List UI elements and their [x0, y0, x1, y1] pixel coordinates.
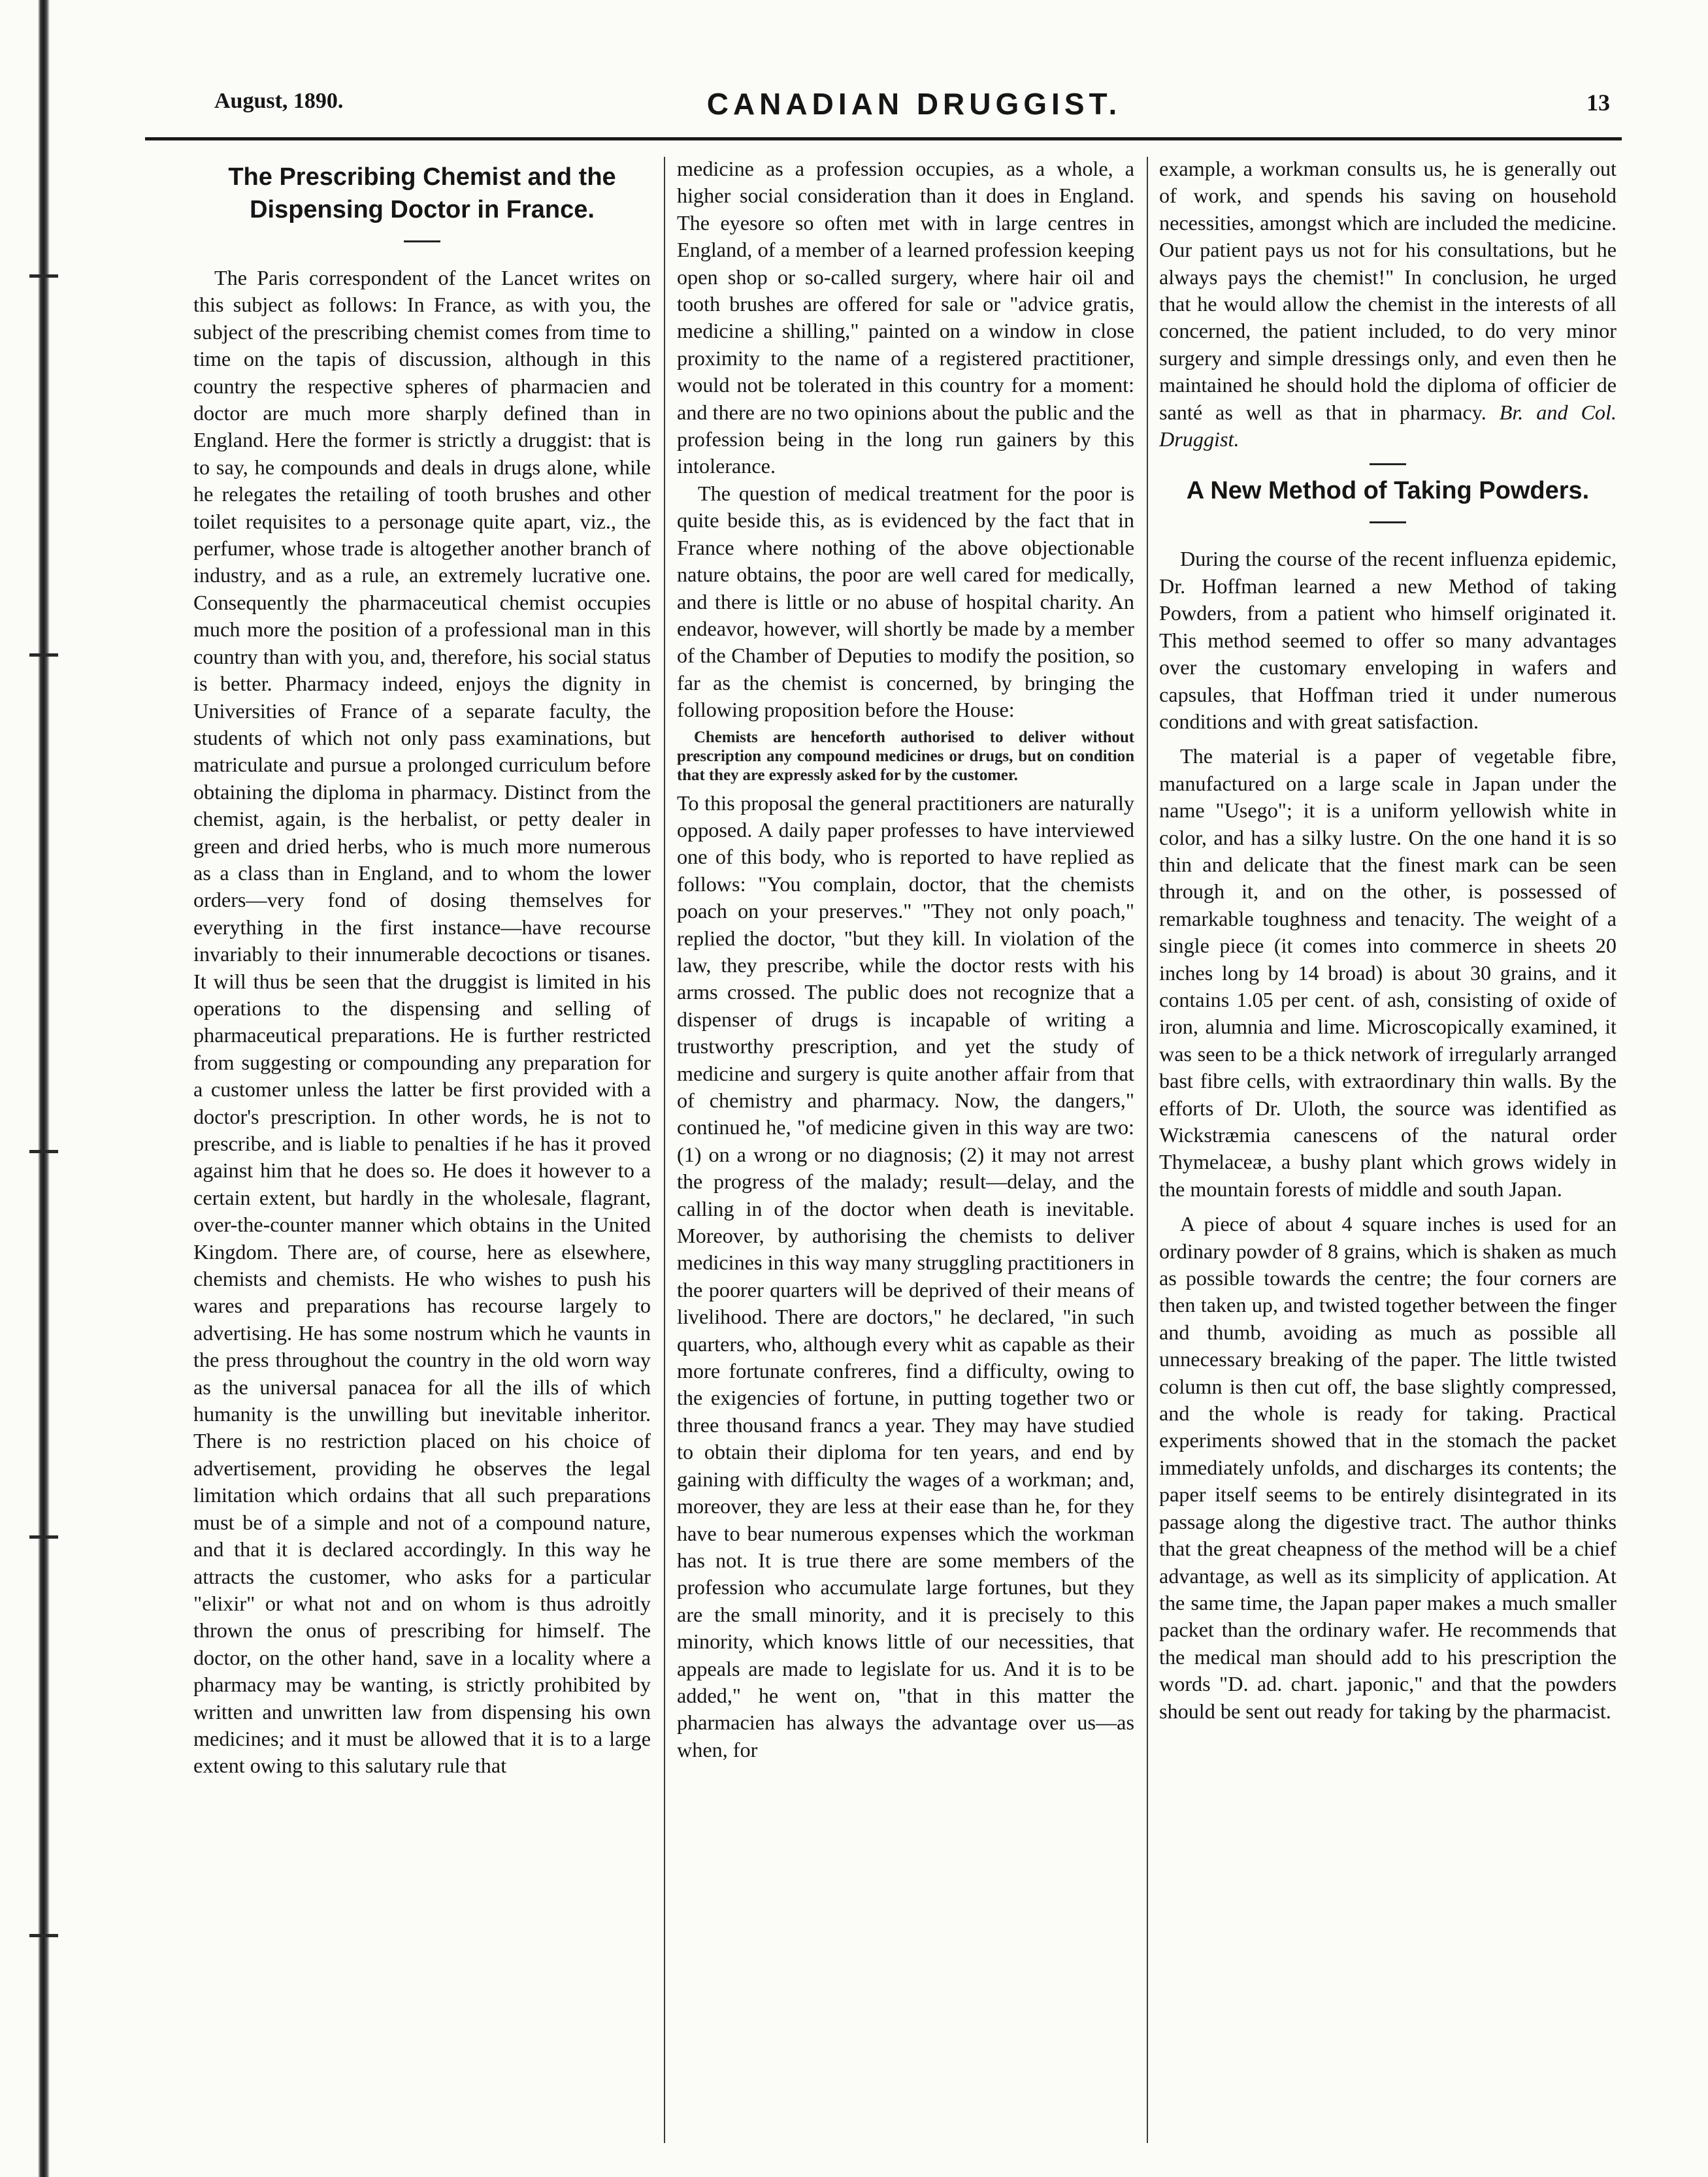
binding-edge	[38, 0, 50, 2177]
binding-stitch	[29, 1934, 58, 1937]
header-rule	[145, 137, 1622, 140]
column-3	[1159, 156, 1617, 2155]
source-credit: Br. and Col. Druggist.	[1159, 400, 1617, 451]
column-divider	[1147, 157, 1148, 2143]
title-rule	[1370, 521, 1406, 523]
article-paragraph: medicine as a profession occupies, as a whole, a higher social consideration than it does in England. The eyesore so often met with in large centres in England, of a member of a learned profession keeping open shop or so-called surgery, where hair oil and tooth brushes are offered for sale or "advice gratis, medicine a shilling," painted on a window in close proximity to the name of a registered practitioner, would not be tolerated in this country for a moment: and there are no two opinions about the public and the profession being in the long run gainers by this intolerance.	[677, 157, 1134, 478]
section-rule	[1370, 463, 1406, 465]
binding-stitch	[29, 653, 58, 657]
binding-stitch	[29, 1535, 58, 1539]
issue-date: August, 1890.	[214, 89, 344, 113]
quoted-proposition: Chemists are henceforth authorised to deliver without prescription any compound medicines or drugs, but on condition that they are expressly asked for by the customer.	[677, 728, 1134, 784]
article-paragraph: The Paris correspondent of the Lancet writes on this subject as follows: In France, as with you, the subject of the prescribing chemist comes from time to time on the tapis of discussion, although in this country the respective spheres of pharmacien and doctor are much more sharply defined than in England. Here the former is strictly a druggist: that is to say, he compounds and deals in drugs alone, while he relegates the retailing of tooth brushes and other toilet requisites to a personage quite apart, viz., the perfumer, whose trade is altogether another branch of industry, and as a rule, an extremely lucrative one. Consequently the pharmaceutical chemist occupies much more the position of a professional man in this country than with you, and, therefore, his social status is better. Pharmacy indeed, enjoys the dignity in Universities of France of a separate faculty, the students of which not only pass examinations, but matriculate and pursue a prolonged curriculum before obtaining the diploma in pharmacy. Distinct from the chemist, again, is the herbalist, or petty dealer in green and dried herbs, who is much more numerous as a class than in England, and to whom the lower orders—very fond of dosing themselves for everything in the first instance—have recourse invariably to their innumerable decoctions or tisanes. It will thus be seen that the druggist is limited in his operations to the dispensing and selling of pharmaceutical preparations. He is further restricted from suggesting or compounding any preparation for a customer unless the latter be first provided with a doctor's prescription. In other words, he is not to prescribe, and is liable to penalties if he has it proved against him that he does so. He does it however to a certain extent, but hardly in the wholesale, flagrant, over-the-counter manner which obtains in the United Kingdom. There are, of course, here as elsewhere, chemists and chemists. He who wishes to push his wares and preparations has recourse largely to advertising. He has some nostrum which he vaunts in the press throughout the country in the old worn way as the universal panacea for all the ills of which humanity is the unwilling but inevitable inheritor. There is no restriction placed on his choice of advertisement, providing he observes the legal limitation which ordains that all such preparations must be of a simple and not of a compound nature, and that it is declared accordingly. In this way he attracts the customer, who asks for a particular "elixir" or what not and on whom is thus adroitly thrown the onus of prescribing for himself. The doctor, on the other hand, save in a locality where a pharmacy may be wanting, is strictly prohibited by written and unwritten law from dispensing his own medicines; and it must be allowed that it is to a large extent owing to this salutary rule that	[193, 266, 651, 1778]
article-title: A New Method of Taking Powders.	[1186, 477, 1590, 505]
column-1	[193, 156, 651, 2155]
page-number: 13	[1586, 90, 1610, 116]
column-divider	[664, 157, 665, 2143]
journal-title: CANADIAN DRUGGIST.	[706, 87, 1122, 121]
binding-stitch	[29, 274, 58, 278]
page-header	[210, 86, 1618, 132]
column-2	[677, 156, 1134, 2155]
article-paragraph: To this proposal the general practitioners are naturally opposed. A daily paper professes to have interviewed one of this body, who is reported to have replied as follows: "You complain, doctor, that the chemists poach on your preserves." "They not only poach," replied the doctor, "but they kill. In violation of the law, they prescribe, while the doctor rests with his arms crossed. The public does not recognize that a dispenser of drugs is incapable of writing a trustworthy prescription, and yet the study of medicine and surgery is quite another affair from that of chemistry and pharmacy. Now, the dangers," continued he, "of medicine given in this way are two: (1) on a wrong or no diagnosis; (2) it may not arrest the progress of the malady; result—delay, and the calling in of the doctor when death is inevitable. Moreover, by authorising the chemists to deliver medicines in this way many struggling practitioners in the poorer quarters will be deprived of their means of livelihood. There are doctors," he declared, "in such quarters, who, although every whit as capable as their more fortunate confreres, find a difficulty, owing to the exigencies of fortune, in putting together two or three thousand francs a year. They may have studied to obtain their diploma for ten years, and end by gaining with difficulty the wages of a workman; and, moreover, they are less at their ease than he, for they have to bear numerous expenses which the workman has not. It is true there are some members of the profession who accumulate large fortunes, but they are the small minority, and it is precisely to this minority, which knows little of our necessities, that appeals are made to legislate for us. And it is to be added," he went on, "that in this matter the pharmacien has always the advantage over us—as when, for	[677, 791, 1134, 1761]
article-paragraph: A piece of about 4 square inches is used for an ordinary powder of 8 grains, which is shaken as much as possible towards the centre; the four corners are then taken up, and twisted together between the finger and thumb, avoiding as much as possible all unnecessary breaking of the paper. The little twisted column is then cut off, the base slightly compressed, and the whole is ready for taking. Practical experiments showed that in the stomach the packet immediately unfolds, and discharges its contents; the paper itself seems to be entirely disintegrated in its passage along the digestive tract. The author thinks that the great cheapness of the method will be a chief advantage, as well as its simplicity of application. At the same time, the Japan paper makes a much smaller packet than the ordinary wafer. He recommends that the medical man should add to his prescription the words "D. ad. chart. japonic," and that the powders should be sent out ready for taking by the pharmacist.	[1159, 1212, 1617, 1723]
article-paragraph: The material is a paper of vegetable fibre, manufactured on a large scale in Japan under the name "Usego"; it is a uniform yellowish white in color, and has a silky lustre. On the one hand it is so thin and delicate that the finest mark can be seen through it, and on the other, is possessed of remarkable toughness and tenacity. The weight of a single piece (it comes into commerce in sheets 20 inches long by 14 broad) is about 30 grains, and it contains 1.05 per cent. of ash, consisting of oxide of iron, alumnia and lime. Microscopically examined, it was seen to be a thick network of irregularly arranged bast fibre cells, with extraordinary thin walls. By the efforts of Dr. Uloth, the source was identified as Wickstræmia canescens of the natural order Thymelaceæ, a bushy plant which grows widely in the mountain forests of middle and south Japan.	[1159, 744, 1617, 1201]
article-paragraph	[1159, 156, 1617, 453]
article-paragraph: During the course of the recent influenza epidemic, Dr. Hoffman learned a new Method of taking Powders, from a patient who himself originated it. This method seemed to offer so many advantages over the customary enveloping in wafers and capsules, that Hoffman tried it under numerous conditions and with great satisfaction.	[1159, 547, 1617, 733]
article-paragraph: The question of medical treatment for the poor is quite beside this, as is evidenced by the fact that in France where nothing of the above objectionable nature obtains, the poor are well cared for medically, and there is little or no abuse of hospital charity. An endeavor, however, will shortly be made by a member of the Chamber of Deputies to modify the position, so far as the chemist is concerned, by bringing the following proposition before the House:	[677, 481, 1134, 722]
article-title: The Prescribing Chemist and the Dispensing Doctor in France.	[228, 163, 616, 223]
binding-stitch	[29, 1150, 58, 1153]
article-paragraph-text: example, a workman consults us, he is generally out of work, and spends his saving on household necessities, amongst which are included the medicine. Our patient pays us not for his consultations, but he always pays the chemist!" In conclusion, he urged that he would allow the chemist in the interests of all concerned, the patient included, to do very minor surgery and simple dressings only, and even then he maintained he should hold the diploma of officier de santé as well as that in pharmacy.	[1159, 157, 1617, 424]
title-rule	[404, 240, 440, 242]
